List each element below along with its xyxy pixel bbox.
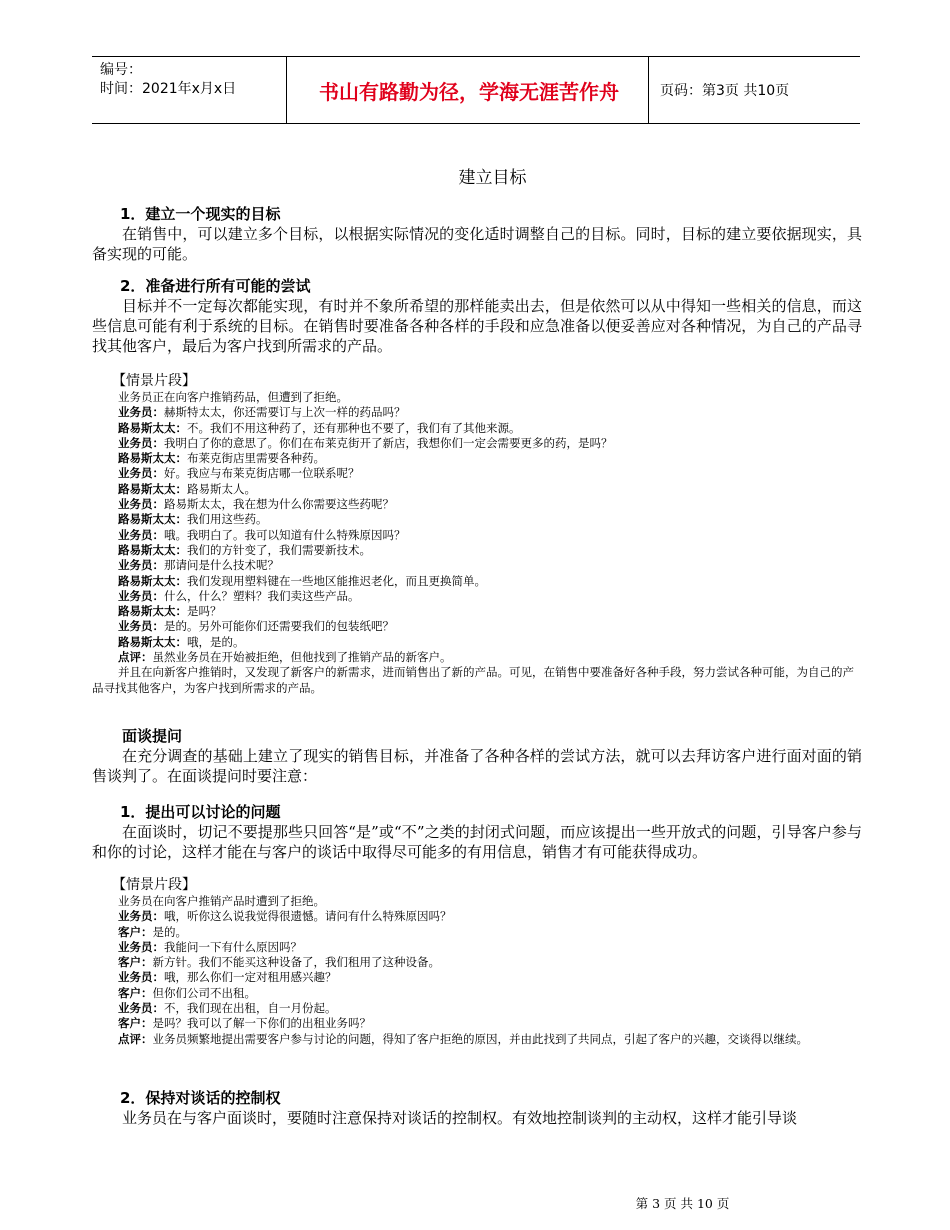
dialogue-comment [92,1032,862,1047]
dialogue-text: 我们发现用塑料键在一些地区能推迟老化，而且更换简单。 [187,573,486,588]
dialogue-line [92,543,862,558]
speaker: 点评： [118,1031,153,1046]
dialogue-line [92,940,862,955]
speaker: 业务员： [118,527,164,542]
dialogue-text: 是吗？我可以了解一下你们的出租业务吗？ [152,1016,371,1031]
dialogue-line [92,482,862,497]
header-motto: 书山有路勤为径，学海无涯苦作舟 [319,80,619,104]
dialogue-line [92,650,862,665]
speaker: 路易斯太太： [118,604,187,619]
dialogue-line [92,909,862,924]
header-meta [100,61,236,99]
section-paragraph: 目标并不一定每次都能实现，有时并不象所希望的那样能卖出去，但是依然可以从中得知一些相关的信息，而这些信息可能有利于系统的目标。在销售时要准备各种各样的手段和应急准备以便妥善应对各种情况，为自己的产品寻找其他客户，最后为客户找到所需求的产品。 [92,297,862,355]
section-paragraph: 在充分调查的基础上建立了现实的销售目标，并准备了各种各样的尝试方法，就可以去拜访客户进行面对面的销售谈判了。在面谈提问时要注意： [92,747,862,785]
dialogue-line [92,466,862,481]
dialogue [92,390,862,696]
dialogue-intro: 业务员在向客户推销产品时遭到了拒绝。 [118,894,325,908]
section-paragraph: 业务员在与客户面谈时，要随时注意保持对谈话的控制权。有效地控制谈判的主动权，这样才能引导谈 [122,1109,798,1127]
section-keep-control [92,1088,862,1128]
speaker: 路易斯太太： [118,634,187,649]
section-paragraph: 在销售中，可以建立多个目标，以根据实际情况的变化适时调整自己的目标。同时，目标的建立要依据现实，具备实现的可能。 [92,225,862,263]
dialogue [92,894,862,1047]
dialogue-text: 我们用这些药。 [187,512,268,527]
scene-fragment-2 [92,876,862,1047]
time-label: 时间：2021年x月x日 [100,81,237,97]
speaker: 路易斯太太： [118,451,187,466]
dialogue-line [92,589,862,604]
speaker: 业务员： [118,466,164,481]
dialogue-text: 是的。 [152,924,187,939]
speaker: 业务员： [118,435,164,450]
dialogue-line [92,421,862,436]
dialogue-text: 哦。我明白了。我可以知道有什么特殊原因吗？ [164,527,406,542]
dialogue-text: 哦，听你这么说我觉得很遗憾。请问有什么特殊原因吗？ [164,909,452,924]
dialogue-text: 我能问一下有什么原因吗？ [164,939,302,954]
header-divider [648,57,649,123]
dialogue-line [92,558,862,573]
scene-title: 【情景片段】 [112,373,196,389]
speaker: 路易斯太太： [118,573,187,588]
section-interview-questions [92,726,862,786]
dialogue-text: 那请问是什么技术呢？ [164,558,279,573]
speaker: 客户： [118,985,153,1000]
speaker: 路易斯太太： [118,420,187,435]
dialogue-text: 我明白了你的意思了。你们在布莱克街开了新店，我想你们一定会需要更多的药，是吗？ [164,435,613,450]
speaker: 客户： [118,924,153,939]
dialogue-line [92,970,862,985]
dialogue-text: 布莱克街店里需要各种药。 [187,451,325,466]
dialogue-text: 是吗？ [187,604,222,619]
dialogue-text: 但你们公司不出租。 [152,985,256,1000]
dialogue-line [92,955,862,970]
dialogue-text: 哦，是的。 [187,634,245,649]
dialogue-text: 哦，那么你们一定对租用感兴趣？ [164,970,337,985]
dialogue-line [92,405,862,420]
dialogue-line [92,528,862,543]
dialogue-text: 虽然业务员在开始被拒绝，但他找到了推销产品的新客户。 [152,650,452,665]
section-try-all [92,276,862,356]
speaker: 业务员： [118,939,164,954]
dialogue-line [92,619,862,634]
section-heading: 2．保持对谈话的控制权 [120,1089,281,1107]
dialogue-line [92,986,862,1001]
speaker: 点评： [118,650,153,665]
dialogue-line [92,574,862,589]
dialogue-line [92,635,862,650]
section-heading: 1．建立一个现实的目标 [120,205,281,223]
dialogue-text: 路易斯太人。 [187,481,256,496]
dialogue-text: 新方针。我们不能买这种设备了，我们租用了这种设备。 [152,955,440,970]
dialogue-line [92,1016,862,1031]
dialogue-line [92,1001,862,1016]
page-footer: 第 3 页 共 10 页 [635,1196,730,1211]
dialogue-line [92,497,862,512]
scene-fragment-1 [92,372,862,696]
speaker: 业务员： [118,909,164,924]
speaker: 路易斯太太： [118,512,187,527]
dialogue-line [92,925,862,940]
comment-text: 业务员频繁地提出需要客户参与讨论的问题，得知了客户拒绝的原因，并由此找到了共同点，引起了客户的兴趣，交谈得以继续。 [152,1031,808,1046]
comment-continuation: 并且在向新客户推销时，又发现了新客户的新需求，进而销售出了新的产品。可见，在销售中要准备好各种手段，努力尝试各种可能，为自己的产品寻找其他客户，为客户找到所需求的产品。 [92,665,854,695]
section-heading: 2．准备进行所有可能的尝试 [120,277,311,295]
speaker: 客户： [118,1016,153,1031]
dialogue-line [92,512,862,527]
speaker: 业务员： [118,619,164,634]
speaker: 路易斯太太： [118,481,187,496]
speaker: 客户： [118,955,153,970]
section-realistic-goal [92,204,862,264]
page-header [92,56,860,124]
page-title: 建立目标 [458,168,527,188]
section-discussable-questions [92,802,862,862]
dialogue-line [92,436,862,451]
dialogue-text: 是的。另外可能你们还需要我们的包装纸吧？ [164,619,394,634]
section-heading: 1．提出可以讨论的问题 [120,803,281,821]
dialogue-text: 不，我们现在出租，自一月份起。 [164,1001,337,1016]
speaker: 业务员： [118,405,164,420]
dialogue-line [92,604,862,619]
dialogue-text: 路易斯太太，我在想为什么你需要这些药呢？ [164,497,394,512]
speaker: 业务员： [118,588,164,603]
speaker: 路易斯太太： [118,542,187,557]
dialogue-text: 好。我应与布莱克街店哪一位联系呢？ [164,466,360,481]
section-paragraph: 在面谈时，切记不要提那些只回答“是”或“不”之类的封闭式问题，而应该提出一些开放式的问题，引导客户参与和你的讨论，这样才能在与客户的谈话中取得尽可能多的有用信息，销售才有可能获得成功。 [92,823,862,861]
speaker: 业务员： [118,497,164,512]
dialogue-text: 赫斯特太太，你还需要订与上次一样的药品吗？ [164,405,406,420]
speaker: 业务员： [118,1001,164,1016]
dialogue-text: 我们的方针变了，我们需要新技术。 [187,542,371,557]
dialogue-text: 不。我们不用这种药了，还有那种也不要了，我们有了其他来源。 [187,420,521,435]
speaker: 业务员： [118,970,164,985]
section-heading: 面谈提问 [122,727,183,745]
dialogue-line [92,451,862,466]
scene-title: 【情景片段】 [112,877,196,893]
dialogue-intro: 业务员正在向客户推销药品，但遭到了拒绝。 [118,390,348,404]
dialogue-text: 什么，什么？塑料？我们卖这些产品。 [164,588,360,603]
header-divider [286,57,287,123]
number-label: 编号： [100,62,142,78]
header-page-info: 页码：第3页 共10页 [660,83,790,99]
speaker: 业务员： [118,558,164,573]
